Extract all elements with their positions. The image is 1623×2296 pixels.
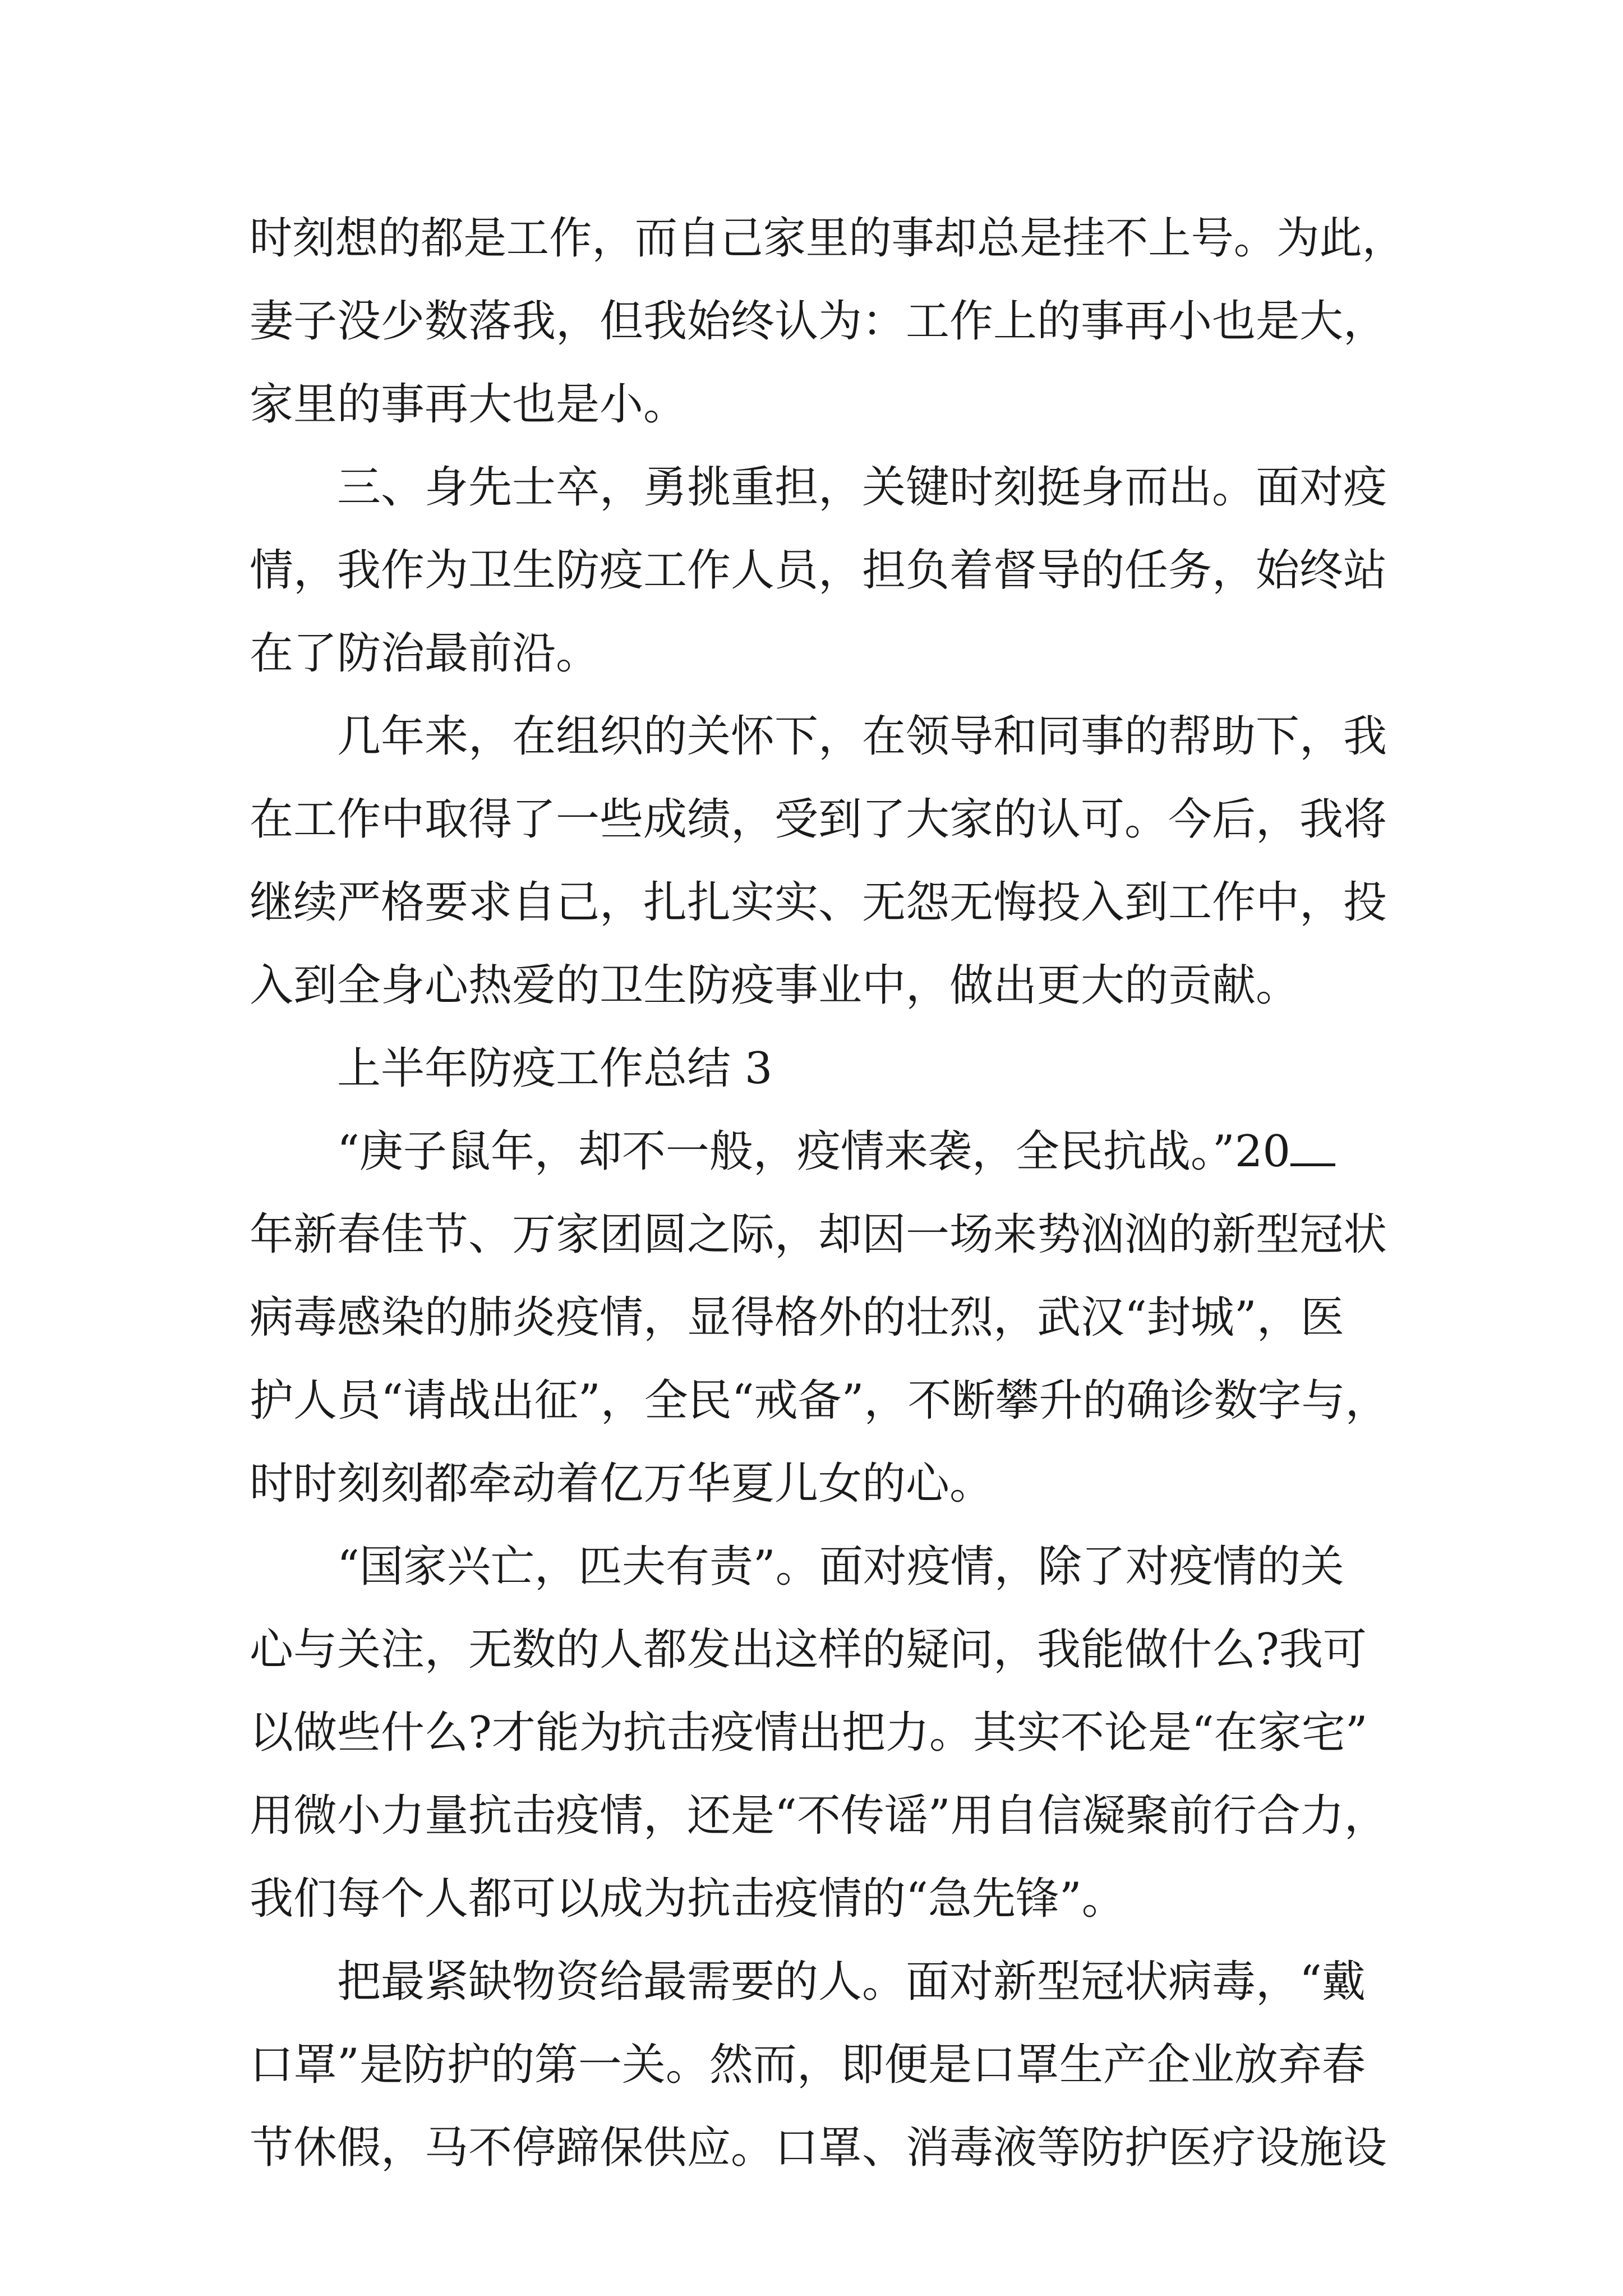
text-line: 时时刻刻都牵动着亿万华夏儿女的心。 bbox=[250, 1458, 994, 1509]
text-line: 口罩”是防护的第一关。然而，即便是口罩生产企业放弃春 bbox=[250, 2040, 1366, 2090]
text-line-with-blank bbox=[250, 1121, 1335, 1182]
text-line: 情，我作为卫生防疫工作人员，担负着督导的任务，始终站 bbox=[250, 545, 1387, 596]
fill-in-blank bbox=[1290, 1123, 1335, 1166]
text-line: 家里的事再大也是小。 bbox=[250, 379, 688, 430]
text-line: 护人员“请战出征”，全民“戒备”，不断攀升的确诊数字与， bbox=[250, 1375, 1389, 1426]
text-line: 把最紧缺物资给最需要的人。面对新型冠状病毒，“戴 bbox=[250, 1957, 1366, 2007]
text-span: “庚子鼠年，却不一般，疫情来袭，全民抗战。”20 bbox=[250, 1126, 1291, 1177]
text-line: 入到全身心热爱的卫生防疫事业中，做出更大的贡献。 bbox=[250, 960, 1300, 1011]
text-line: 在工作中取得了一些成绩，受到了大家的认可。今后，我将 bbox=[250, 794, 1387, 845]
text-line: 节休假，马不停蹄保供应。口罩、消毒液等防护医疗设施设 bbox=[250, 2123, 1387, 2173]
text-line: 年新春佳节、万家团圆之际，却因一场来势汹汹的新型冠状 bbox=[250, 1209, 1387, 1260]
text-line: 在了防治最前沿。 bbox=[250, 628, 600, 679]
text-line: 妻子没少数落我，但我始终认为：工作上的事再小也是大， bbox=[250, 296, 1387, 347]
text-line: 几年来，在组织的关怀下，在领导和同事的帮助下，我 bbox=[250, 711, 1387, 762]
text-line: “国家兴亡，匹夫有责”。面对疫情，除了对疫情的关 bbox=[250, 1542, 1344, 1592]
text-line: 用微小力量抗击疫情，还是“不传谣”用自信凝聚前行合力， bbox=[250, 1791, 1388, 1841]
text-line: 心与关注，无数的人都发出这样的疑问，我能做什么?我可 bbox=[250, 1625, 1367, 1675]
section-heading: 上半年防疫工作总结 3 bbox=[250, 1043, 773, 1094]
text-line: 以做些什么?才能为抗击疫情出把力。其实不论是“在家宅” bbox=[250, 1708, 1368, 1758]
text-line: 三、身先士卒，勇挑重担，关键时刻挺身而出。面对疫 bbox=[250, 462, 1387, 513]
text-line: 我们每个人都可以成为抗击疫情的“急先锋”。 bbox=[250, 1874, 1126, 1924]
text-line: 时刻想的都是工作，而自己家里的事却总是挂不上号。为此， bbox=[250, 213, 1405, 264]
text-line: 病毒感染的肺炎疫情，显得格外的壮烈，武汉“封城”，医 bbox=[250, 1292, 1344, 1343]
text-line: 继续严格要求自己，扎扎实实、无怨无悔投入到工作中，投 bbox=[250, 877, 1387, 928]
